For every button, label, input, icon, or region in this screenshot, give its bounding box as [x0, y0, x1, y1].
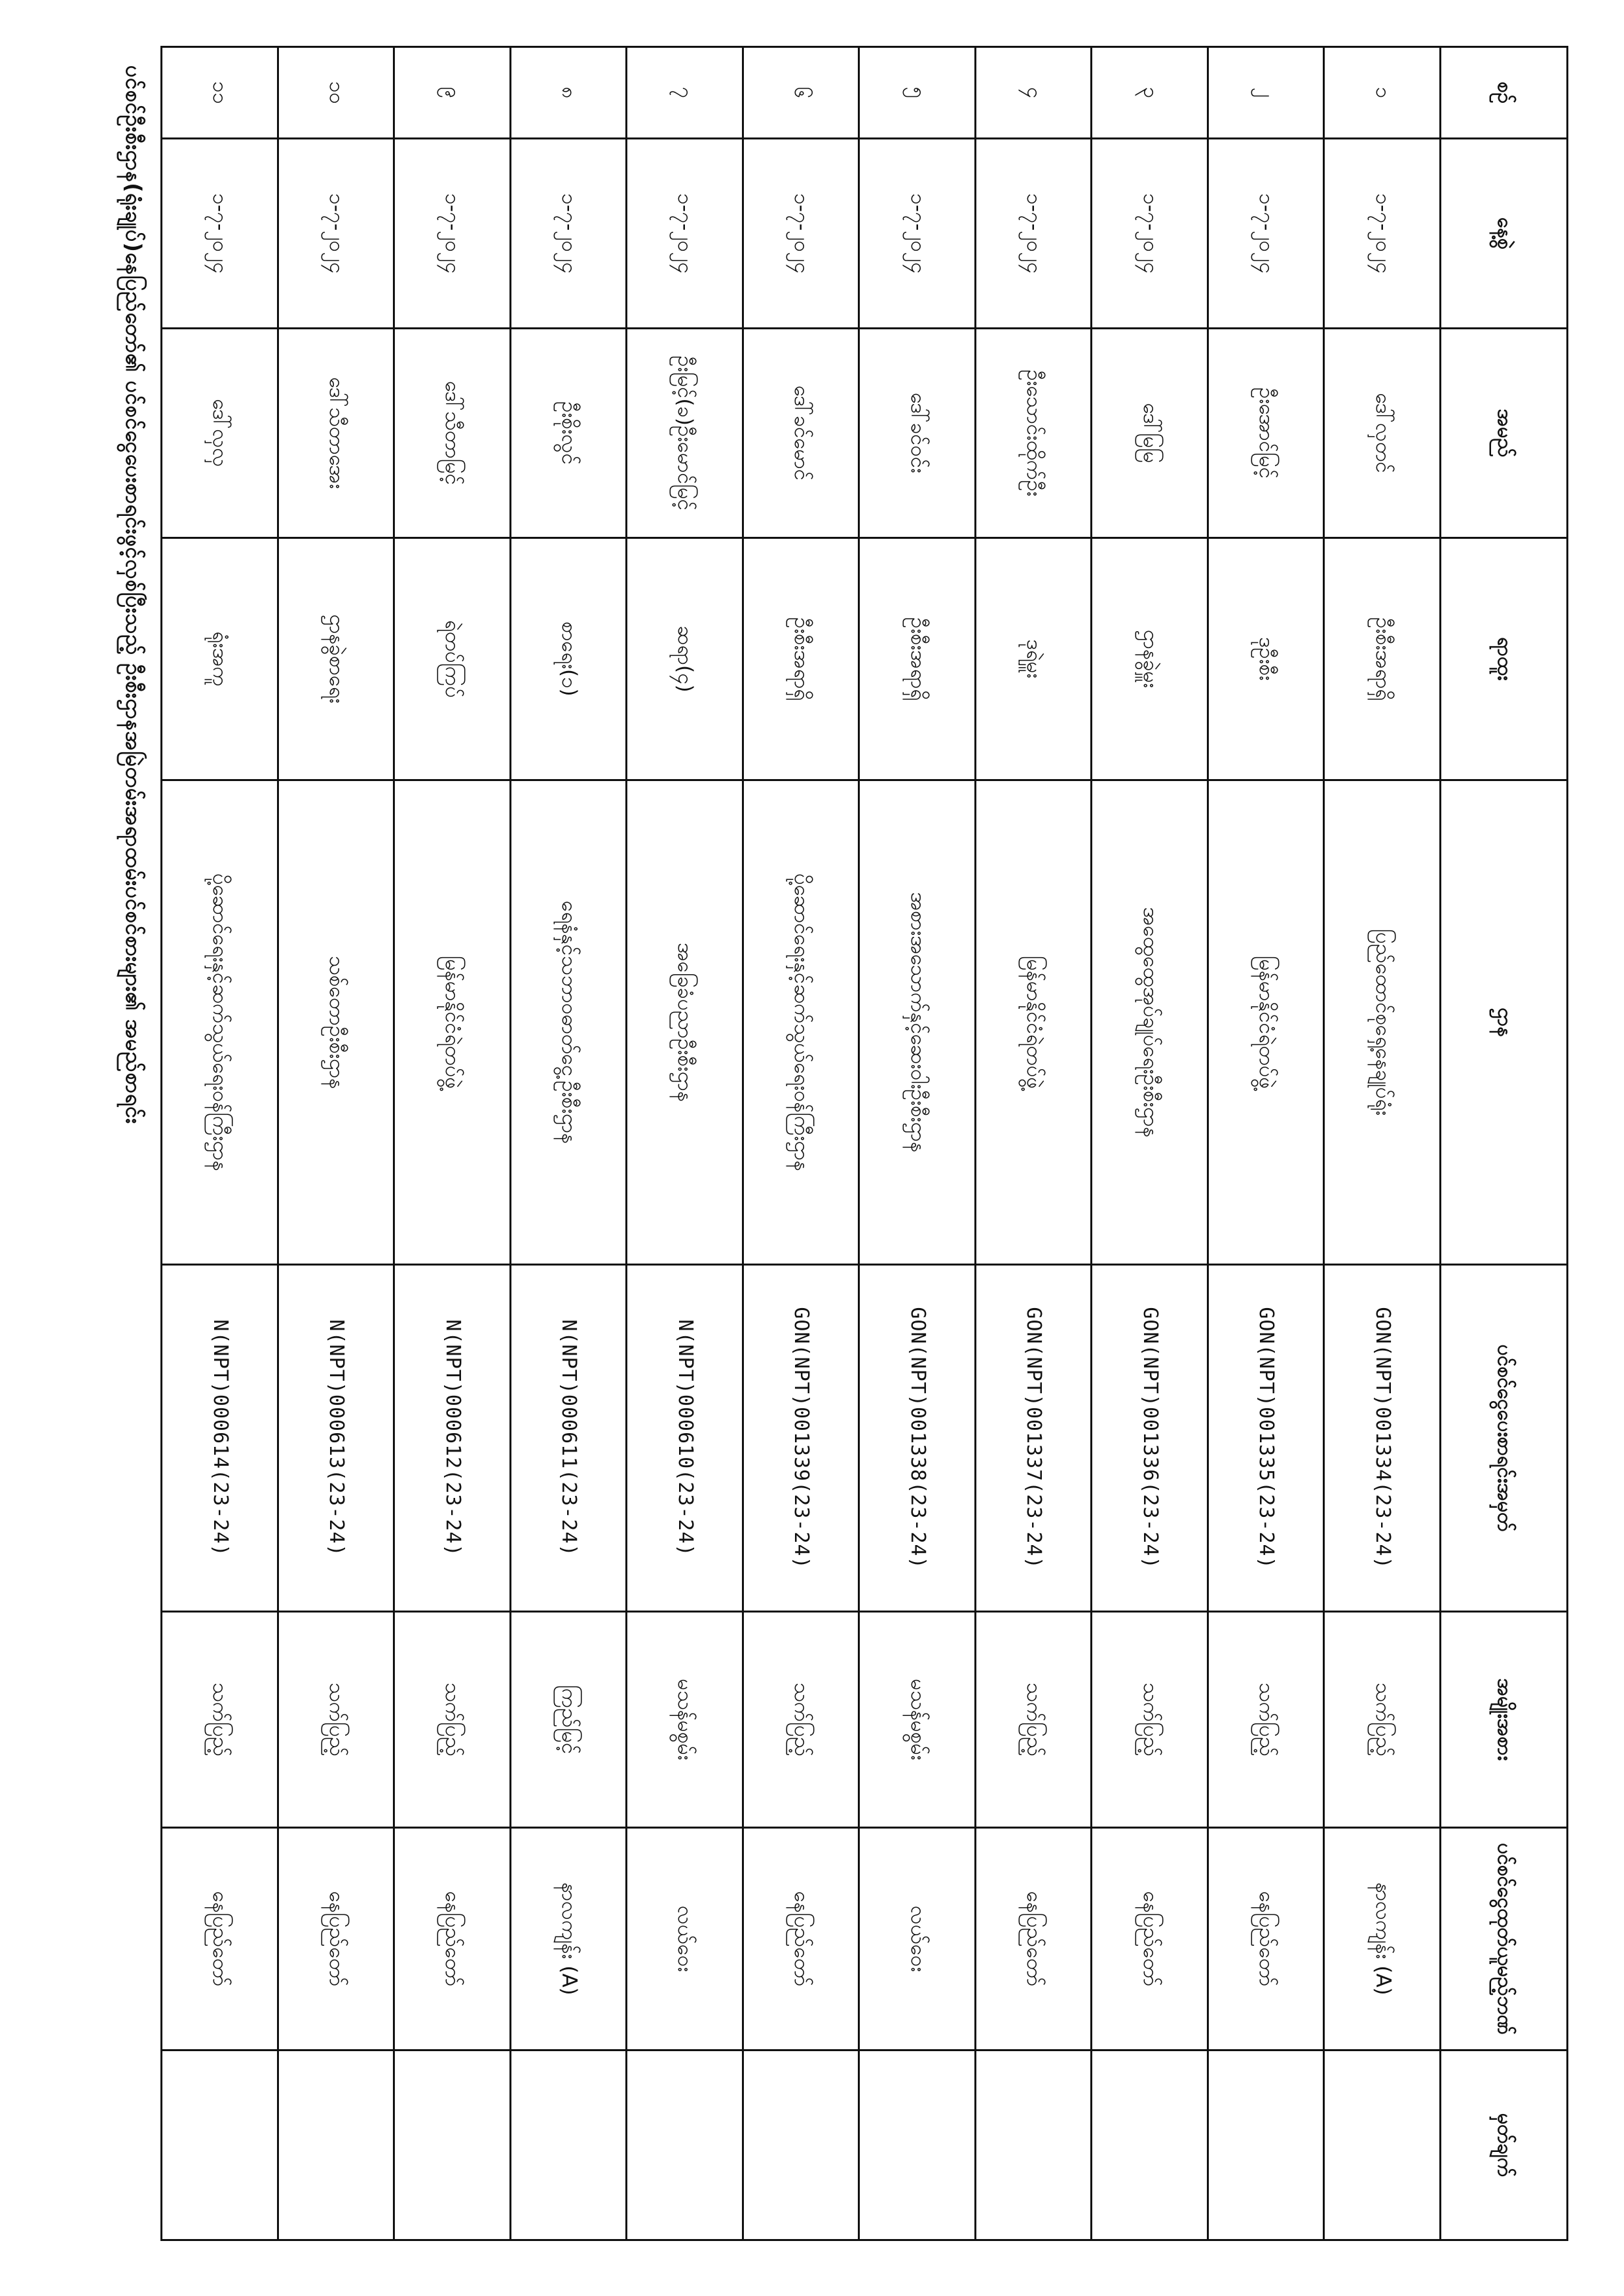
cell-rank: ဌာနခွဲမှူး [1092, 538, 1208, 780]
cell-rank: ဒုရဲမှူး [975, 538, 1092, 780]
cell-no: ၈ [510, 47, 627, 139]
cell-no: ၆ [743, 47, 859, 139]
header-no: စဉ် [1441, 47, 1568, 139]
header-payment-office: ပင်စင်ငွေထုတ်ယူမည့်ဘဏ် [1441, 1828, 1568, 2050]
cell-department: ပို့ဆောင်ရေးနှင့်ဆက်သွယ်ရေးဝန်ကြီးဌာန [162, 780, 278, 1265]
cell-remark [162, 2050, 278, 2240]
cell-no: ၂ [1208, 47, 1324, 139]
cell-name: ဦးစိုးလွင် [510, 329, 627, 538]
table-row [1092, 47, 1208, 2240]
table-row [859, 47, 976, 2240]
cell-rank: ဦးစီးအရာရှိ [1324, 538, 1441, 780]
cell-date: ၁-၇-၂၀၂၄ [1208, 139, 1324, 329]
cell-rank: ဦးစီးအရာရှိ [743, 538, 859, 780]
records-table [160, 46, 1568, 2241]
cell-type: မသန်မစွမ်း [859, 1612, 976, 1828]
cell-rank: ဌာနခွဲစာရေး [278, 538, 394, 780]
cell-payment-office: နေပြည်တော် [278, 1828, 394, 2050]
header-pension-no: ပင်စင်ငွေပေးစာရင်းအမှတ် [1441, 1265, 1568, 1612]
cell-department: မြန်မာနိုင်ငံရဲတပ်ဖွဲ့ [394, 780, 511, 1265]
cell-department: အစားအသောက်နှင့်ဆေးဝါးဦးစီးဌာန [859, 780, 976, 1265]
header-row [1441, 47, 1568, 2240]
cell-remark [278, 2050, 394, 2240]
cell-date: ၁-၇-၂၀၂၄ [510, 139, 627, 329]
cell-pension-no: N(NPT)000613(23-24) [278, 1265, 394, 1612]
cell-pension-no: N(NPT)000610(23-24) [627, 1265, 743, 1612]
header-date: နေ့စွဲ [1441, 139, 1568, 329]
cell-department: အထွေထွေအုပ်ချုပ်ရေးဦးစီးဌာန [1092, 780, 1208, 1265]
cell-rank: ဆရာ(၄) [627, 538, 743, 780]
header-remark: မှတ်ချက် [1441, 2050, 1568, 2240]
cell-payment-office: နာလကျန်း (A) [1324, 1828, 1441, 2050]
cell-remark [394, 2050, 511, 2240]
cell-type: ကြည်မြင့် [510, 1612, 627, 1828]
cell-pension-no: N(NPT)000612(23-24) [394, 1265, 511, 1612]
cell-remark [627, 2050, 743, 2240]
cell-no: ၅ [859, 47, 976, 139]
cell-name: ဒေါ်ခင်ဝင်း [859, 329, 976, 538]
cell-payment-office: လယ်ဝေး [859, 1828, 976, 2050]
cell-no: ၁၁ [162, 47, 278, 139]
table-row [162, 47, 278, 2240]
cell-remark [975, 2050, 1092, 2240]
cell-rank: ရုံးအကူ [162, 538, 278, 780]
cell-type: မသန်မစွမ်း [627, 1612, 743, 1828]
cell-rank: ဦးစီးအရာရှိ [859, 538, 976, 780]
cell-name: ဒေါ်သီတာမြင့် [394, 329, 511, 538]
cell-remark [743, 2050, 859, 2240]
cell-department: အခြေခံပညာဦးစီးဌာန [627, 780, 743, 1265]
cell-name: ဦးအောင်မြင့် [1208, 329, 1324, 538]
cell-pension-no: N(NPT)000611(23-24) [510, 1265, 627, 1612]
cell-no: ၇ [627, 47, 743, 139]
cell-department: ပို့ဆောင်ရေးနှင့်ဆက်သွယ်ရေးဝန်ကြီးဌာန [743, 780, 859, 1265]
cell-no: ၁ [1324, 47, 1441, 139]
cell-payment-office: နေပြည်တော် [975, 1828, 1092, 2050]
cell-rank: ရဲတပ်ကြပ် [394, 538, 511, 780]
cell-no: ၄ [975, 47, 1092, 139]
table-row [1324, 47, 1441, 2240]
cell-type: သက်ပြည့် [1092, 1612, 1208, 1828]
cell-name: ဒေါ်သီတာအေး [278, 329, 394, 538]
cell-department: ရေနံနှင့်သဘာဝဓာတ်ငွေ့ဦးစီးဌာန [510, 780, 627, 1265]
cell-type: သက်ပြည့် [394, 1612, 511, 1828]
cell-pension-no: GON(NPT)001339(23-24) [743, 1265, 859, 1612]
cell-remark [1324, 2050, 1441, 2240]
cell-payment-office: နေပြည်တော် [1092, 1828, 1208, 2050]
cell-payment-office: လယ်ဝေး [627, 1828, 743, 2050]
cell-pension-no: GON(NPT)001337(23-24) [975, 1265, 1092, 1612]
cell-pension-no: N(NPT)000614(23-24) [162, 1265, 278, 1612]
table-row [278, 47, 394, 2240]
cell-name: ဒေါ်လှတင် [1324, 329, 1441, 538]
cell-type: သက်ပြည့် [975, 1612, 1092, 1828]
cell-payment-office: နေပြည်တော် [743, 1828, 859, 2050]
cell-pension-no: GON(NPT)001335(23-24) [1208, 1265, 1324, 1612]
cell-department: သစ်တောဦးစီးဌာန [278, 780, 394, 1265]
cell-remark [1208, 2050, 1324, 2240]
cell-payment-office: နာလကျန်း (A) [510, 1828, 627, 2050]
header-rank: ရာထူး [1441, 538, 1568, 780]
cell-type: သက်ပြည့် [1208, 1612, 1324, 1828]
header-department: ဌာန [1441, 780, 1568, 1265]
cell-remark [1092, 2050, 1208, 2240]
cell-date: ၁-၇-၂၀၂၄ [975, 139, 1092, 329]
cell-pension-no: GON(NPT)001338(23-24) [859, 1265, 976, 1612]
cell-date: ၁-၇-၂၀၂၄ [278, 139, 394, 329]
header-type: အမျိုးအစား [1441, 1612, 1568, 1828]
cell-department: မြန်မာနိုင်ငံရဲတပ်ဖွဲ့ [1208, 780, 1324, 1265]
cell-type: သက်ပြည့် [1324, 1612, 1441, 1828]
cell-no: ၁၀ [278, 47, 394, 139]
cell-no: ၉ [394, 47, 511, 139]
cell-date: ၁-၇-၂၀၂၄ [627, 139, 743, 329]
cell-name: ဒေါ်ခင်မောင် [743, 329, 859, 538]
table-row [627, 47, 743, 2240]
cell-payment-office: နေပြည်တော် [394, 1828, 511, 2050]
cell-name: ဦးသောင်းထိုက်ဦး [975, 329, 1092, 538]
cell-date: ၁-၇-၂၀၂၄ [1324, 139, 1441, 329]
cell-no: ၃ [1092, 47, 1208, 139]
header-name: အမည် [1441, 329, 1568, 538]
cell-type: သက်ပြည့် [278, 1612, 394, 1828]
cell-date: ၁-၇-၂၀၂၄ [394, 139, 511, 329]
cell-department: မြန်မာနိုင်ငံရဲတပ်ဖွဲ့ [975, 780, 1092, 1265]
cell-name: ဒေါ်မြမြ [1092, 329, 1208, 538]
cell-rank: ဒုဦးစီး [1208, 538, 1324, 780]
cell-type: သက်ပြည့် [162, 1612, 278, 1828]
table-row [975, 47, 1092, 2240]
cell-payment-office: နေပြည်တော် [1208, 1828, 1324, 2050]
cell-date: ၁-၇-၂၀၂၄ [743, 139, 859, 329]
table-row [510, 47, 627, 2240]
cell-type: သက်ပြည့် [743, 1612, 859, 1828]
cell-department: ပြည်ထောင်စုရှေ့နေချုပ်ရုံး [1324, 780, 1441, 1265]
cell-date: ၁-၇-၂၀၂၄ [162, 139, 278, 329]
table-row [394, 47, 511, 2240]
cell-remark [510, 2050, 627, 2240]
document-title: ပင်စင်ဦးစီးဌာန(ရုံးချုပ်)နေပြည်တော်၏ ပင်စင်ငွေပေးစာရင်းဖွင့်လှစ်ပြီးသည့် ဦးစီးဌာနအမြဲတမ်းအရာထမ်းပင်စင်စားများ၏ အမည်စာရင်း [121, 65, 146, 1125]
table-row [743, 47, 859, 2240]
cell-rank: စာရေး(၁) [510, 538, 627, 780]
cell-date: ၁-၇-၂၀၂၄ [859, 139, 976, 329]
cell-pension-no: GON(NPT)001334(23-24) [1324, 1265, 1441, 1612]
cell-date: ၁-၇-၂၀၂၄ [1092, 139, 1208, 329]
cell-remark [859, 2050, 976, 2240]
cell-pension-no: GON(NPT)001336(23-24) [1092, 1265, 1208, 1612]
cell-name: ဦးမြင့်(ခ)ဦးမောင်မြင့် [627, 329, 743, 538]
table-row [1208, 47, 1324, 2240]
cell-payment-office: နေပြည်တော် [162, 1828, 278, 2050]
cell-name: ဒေါ်လှလှ [162, 329, 278, 538]
